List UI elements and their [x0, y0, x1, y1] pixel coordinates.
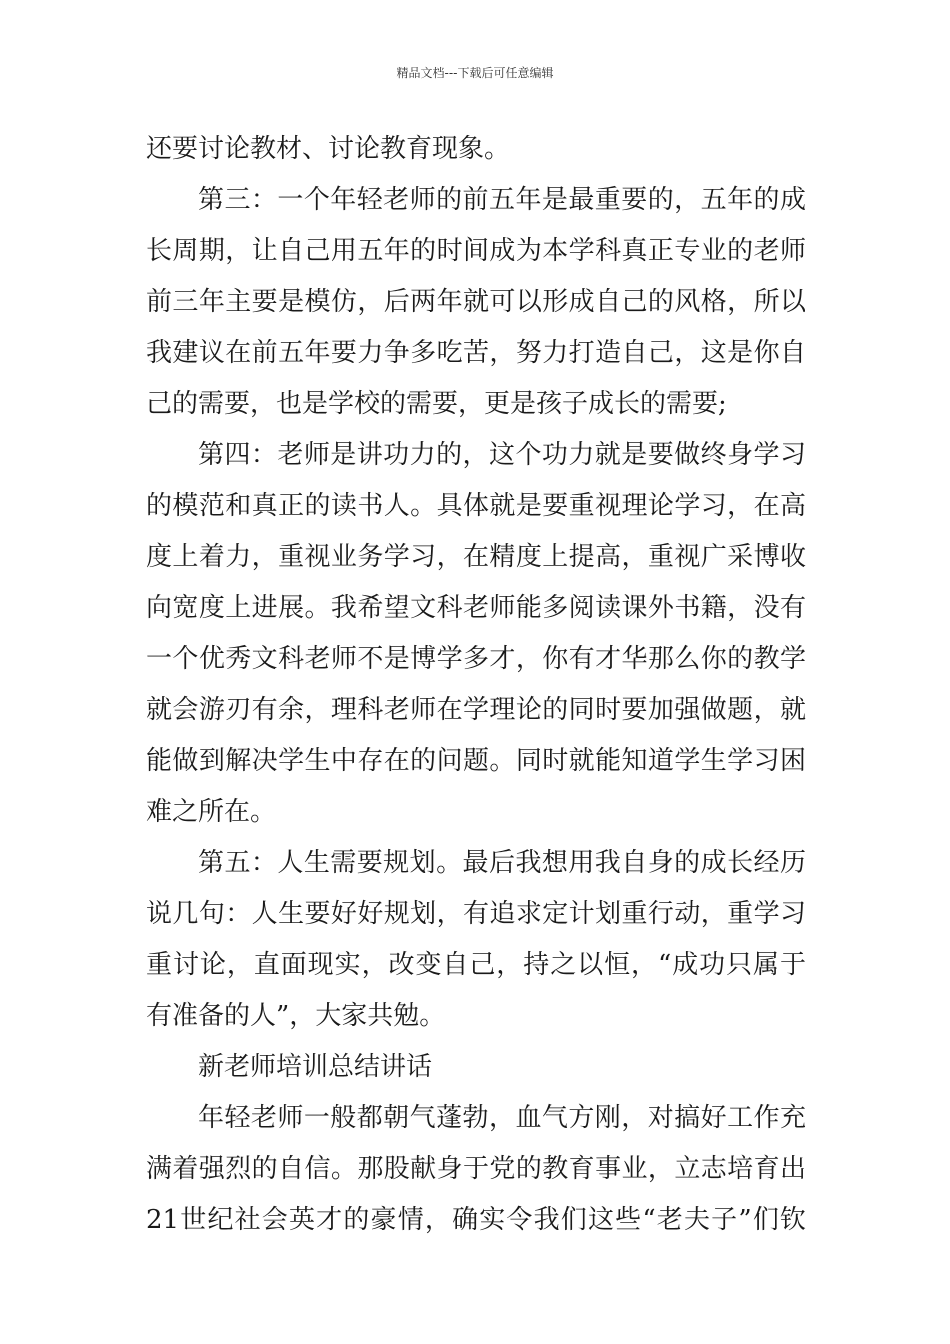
text-line: 难之所在。 [146, 797, 277, 827]
text-line: 前三年主要是模仿，后两年就可以形成自己的风格，所以 [146, 287, 806, 317]
page-header: 精品文档---下载后可任意编辑 [396, 66, 554, 80]
text-line: 能做到解决学生中存在的问题。同时就能知道学生学习困 [146, 746, 806, 776]
text-line: 第四：老师是讲功力的，这个功力就是要做终身学习 [198, 440, 806, 470]
text-line: 一个优秀文科老师不是博学多才，你有才华那么你的教学 [146, 644, 806, 674]
text-line: 21世纪社会英才的豪情，确实令我们这些“老夫子”们钦 [146, 1205, 806, 1235]
text-line: 长周期，让自己用五年的时间成为本学科真正专业的老师 [146, 236, 806, 266]
text-line: 向宽度上进展。我希望文科老师能多阅读课外书籍，没有 [146, 593, 806, 623]
text-line: 的模范和真正的读书人。具体就是要重视理论学习，在高 [146, 491, 806, 521]
text-line: 第五：人生需要规划。最后我想用我自身的成长经历 [198, 848, 806, 878]
section-heading: 新老师培训总结讲话 [198, 1052, 433, 1082]
text-line: 满着强烈的自信。那股献身于党的教育事业，立志培育出 [146, 1154, 806, 1184]
text-line: 说几句：人生要好好规划，有追求定计划重行动，重学习 [146, 899, 806, 929]
text-line: 度上着力，重视业务学习，在精度上提高，重视广采博收 [146, 542, 806, 572]
text-line: 就会游刃有余，理科老师在学理论的同时要加强做题，就 [146, 695, 806, 725]
text-line: 年轻老师一般都朝气蓬勃，血气方刚，对搞好工作充 [198, 1103, 806, 1133]
text-line: 我建议在前五年要力争多吃苦，努力打造自己，这是你自 [146, 338, 806, 368]
text-line: 有准备的人”，大家共勉。 [146, 1001, 446, 1031]
document-body [146, 124, 806, 1246]
text-line: 还要讨论教材、讨论教育现象。 [146, 134, 511, 164]
text-line: 第三：一个年轻老师的前五年是最重要的，五年的成 [198, 185, 806, 215]
text-line: 己的需要，也是学校的需要，更是孩子成长的需要; [146, 389, 727, 419]
text-line: 重讨论，直面现实，改变自己，持之以恒，“成功只属于 [146, 950, 806, 980]
